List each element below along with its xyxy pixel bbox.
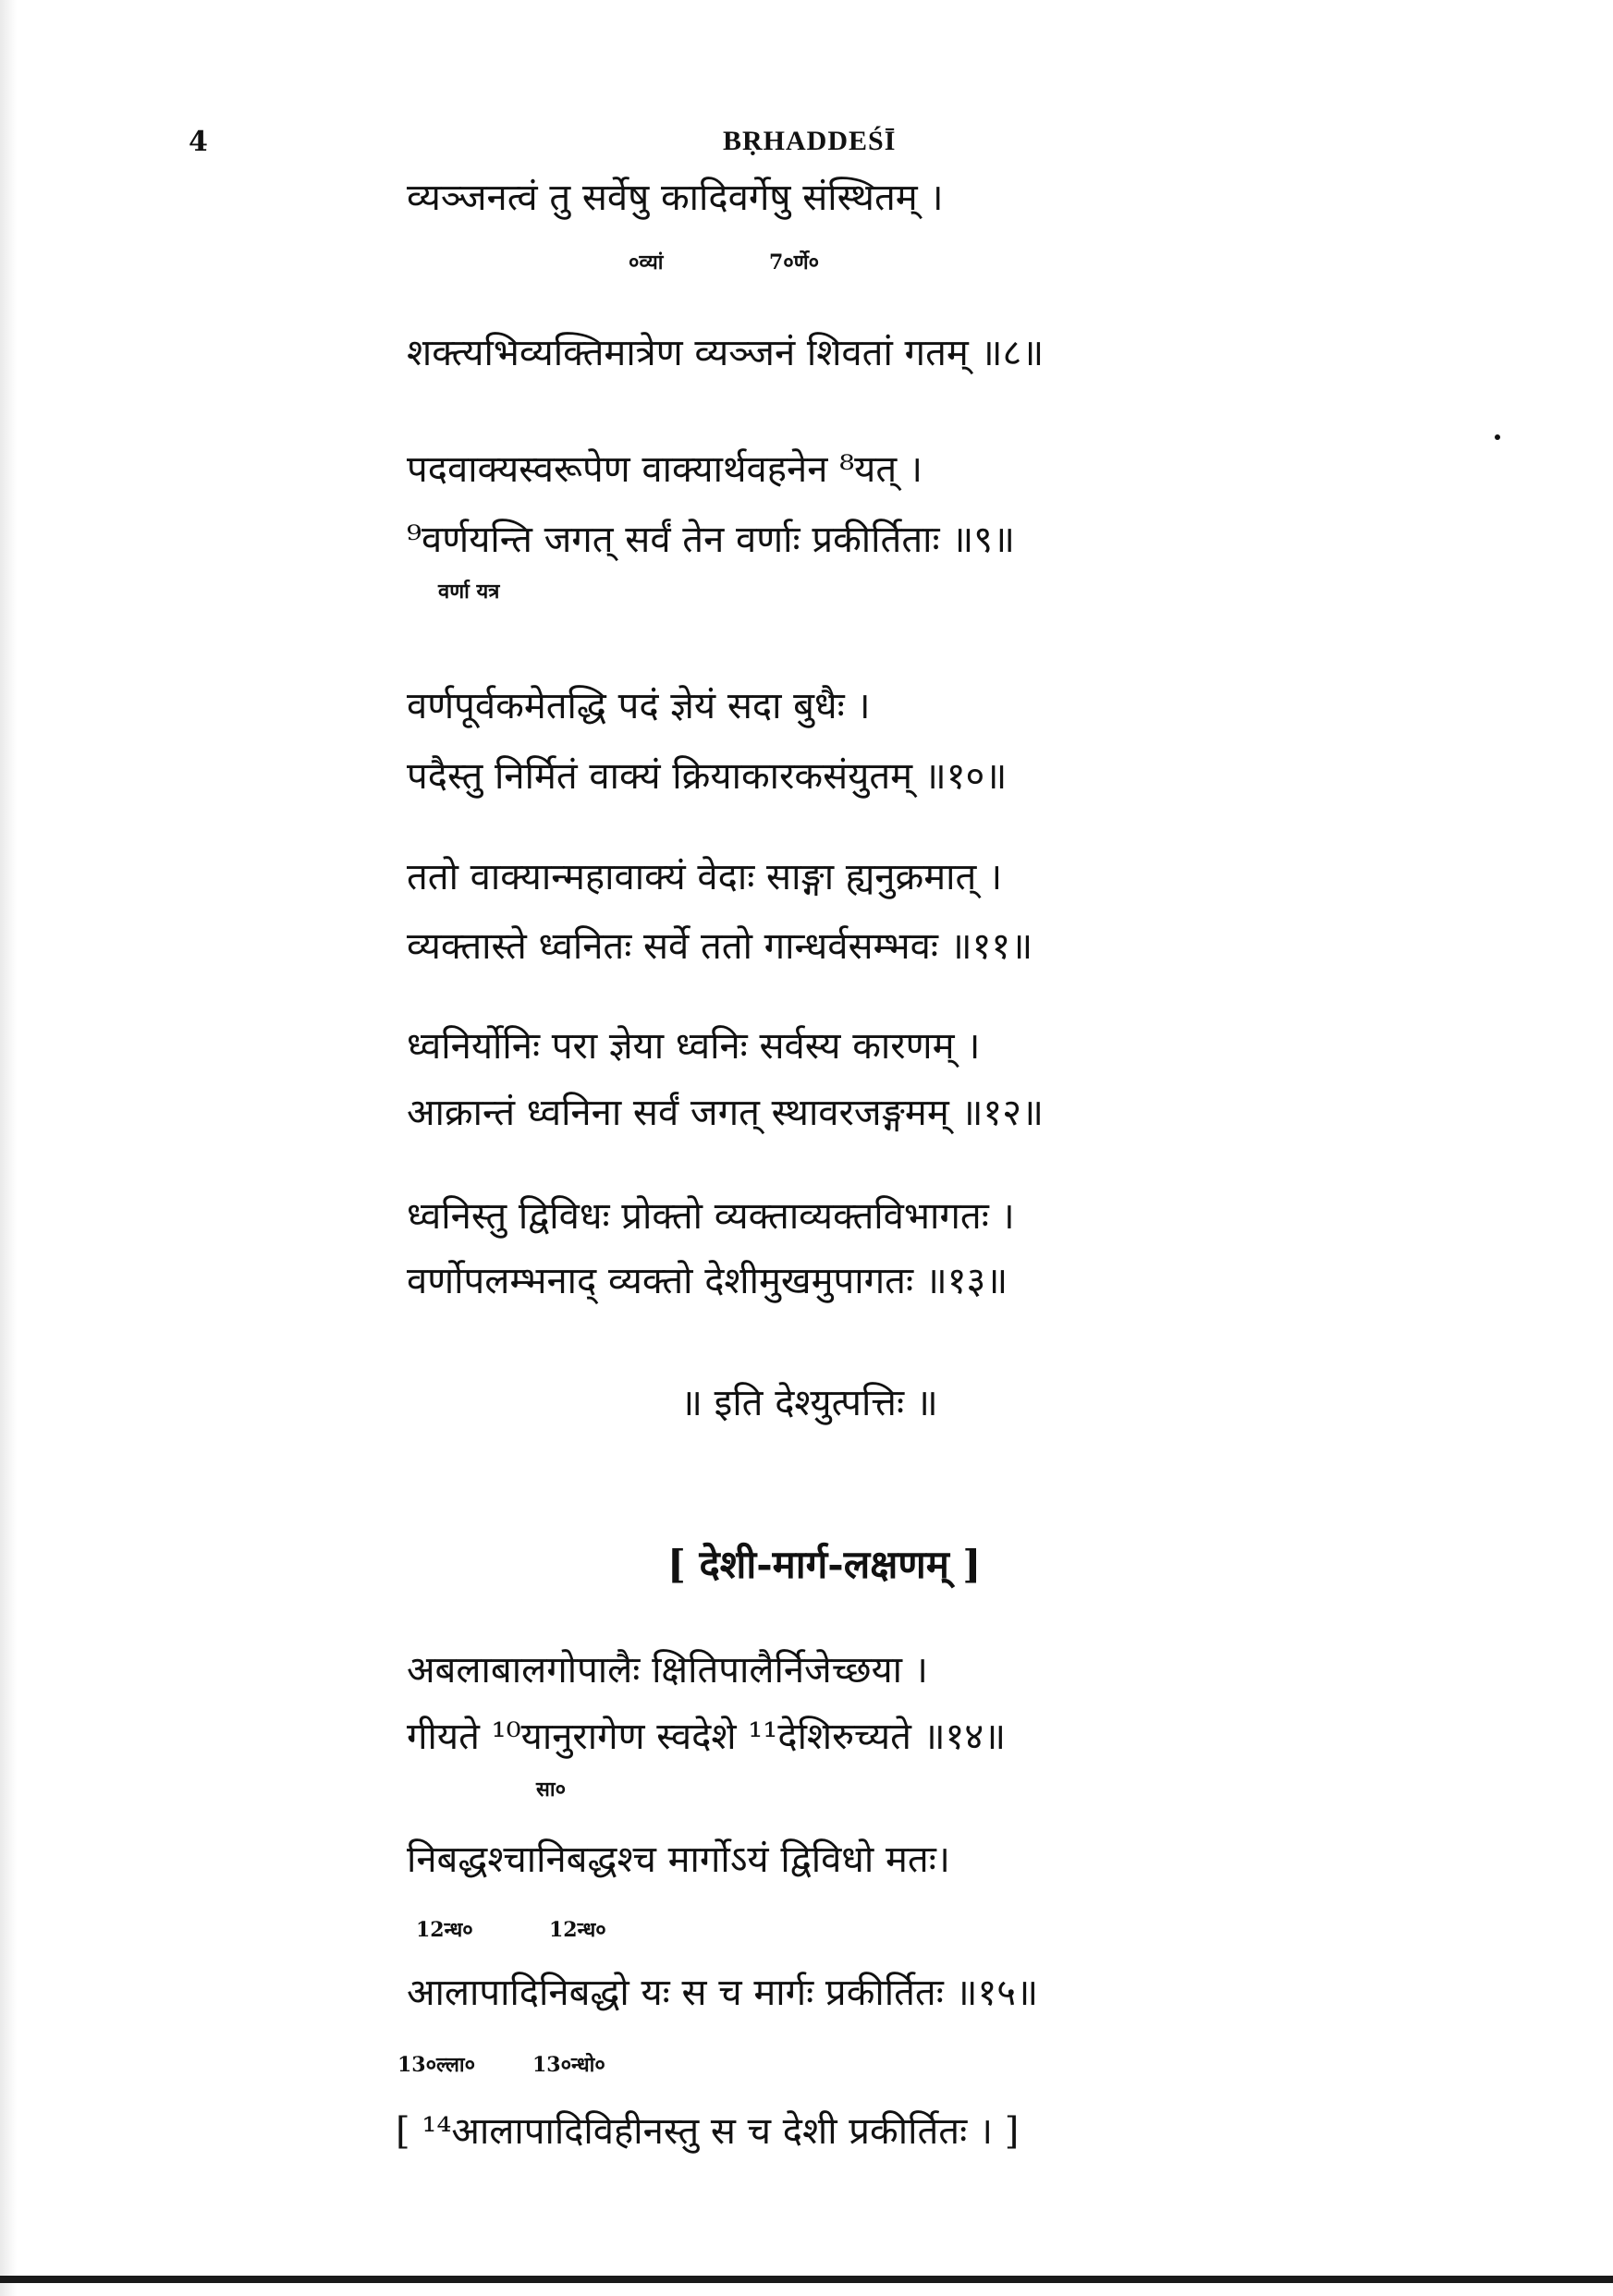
colophon: ॥ इति देश्युत्पत्तिः ॥ <box>680 1382 938 1424</box>
verse-line-13: अबलाबालगोपालैः क्षितिपालैर्निजेच्छया । <box>407 1649 928 1691</box>
verse-line-12: वर्णोपलम्भनाद् व्यक्तो देशीमुखमुपागतः ॥१३॥ <box>407 1260 1008 1302</box>
section-heading: [ देशी-मार्ग-लक्षणम् ] <box>667 1542 982 1587</box>
verse-line-4: ⁹वर्णयन्ति जगत् सर्वं तेन वर्णाः प्रकीर्तिताः ॥९॥ <box>407 519 1016 561</box>
verse-line-15: निबद्धश्चानिबद्धश्च मार्गोऽयं द्विविधो मतः। <box>407 1838 950 1881</box>
verse-line-11: ध्वनिस्तु द्विविधः प्रोक्तो व्यक्ताव्यक्तविभागतः । <box>407 1195 1015 1238</box>
running-title: BṚHADDEŚĪ <box>723 126 897 156</box>
verse-line-6: पदैस्तु निर्मितं वाक्यं क्रियाकारकसंयुतम् ॥१०॥ <box>407 755 1008 798</box>
verse-line-9: ध्वनिर्योनिः परा ज्ञेया ध्वनिः सर्वस्य कारणम् । <box>407 1025 981 1068</box>
variant-note: सा० <box>536 1777 567 1801</box>
page-number: 4 <box>189 126 208 158</box>
verse-line-8: व्यक्तास्ते ध्वनितः सर्वे ततो गान्धर्वसम्भवः ॥११॥ <box>407 925 1033 968</box>
verse-line-2: शक्त्यभिव्यक्तिमात्रेण व्यञ्जनं शिवतां गतम् ॥८॥ <box>407 332 1045 374</box>
stray-mark <box>1495 434 1500 440</box>
verse-line-5: वर्णपूर्वकमेतद्धि पदं ज्ञेयं सदा बुधैः । <box>407 685 871 727</box>
variant-note: 12न्ध० <box>549 1918 606 1942</box>
variant-note: 13०ल्ला० <box>397 2053 476 2077</box>
variant-note: 13०न्धो० <box>532 2053 605 2077</box>
binding-edge <box>0 0 17 2296</box>
variant-note: ०व्यां <box>629 250 664 275</box>
verse-line-10: आक्रान्तं ध्वनिना सर्वं जगत् स्थावरजङ्गमम् ॥१२॥ <box>407 1092 1044 1134</box>
verse-line-3: पदवाक्यस्वरूपेण वाक्यार्थवहनेन ⁸यत् । <box>407 448 923 491</box>
variant-note: 7०र्णे० <box>769 250 820 275</box>
verse-line-16: आलापादिनिबद्धो यः स च मार्गः प्रकीर्तितः ॥१५॥ <box>407 1972 1039 2014</box>
bottom-edge <box>0 2276 1613 2283</box>
variant-note: 12न्ध० <box>416 1918 473 1942</box>
verse-line-1: व्यञ्जनत्वं तु सर्वेषु कादिवर्गेषु संस्थितम् । <box>407 177 944 219</box>
verse-line-14: गीयते ¹⁰यानुरागेण स्वदेशे ¹¹देशिरुच्यते ॥१४॥ <box>407 1716 1007 1758</box>
verse-line-17: [ ¹⁴आलापादिविहीनस्तु स च देशी प्रकीर्तितः । ] <box>396 2110 1020 2153</box>
variant-note: वर्णा यत्र <box>438 580 500 604</box>
verse-line-7: ततो वाक्यान्महावाक्यं वेदाः साङ्गा ह्यनुक्रमात् । <box>407 856 1003 898</box>
